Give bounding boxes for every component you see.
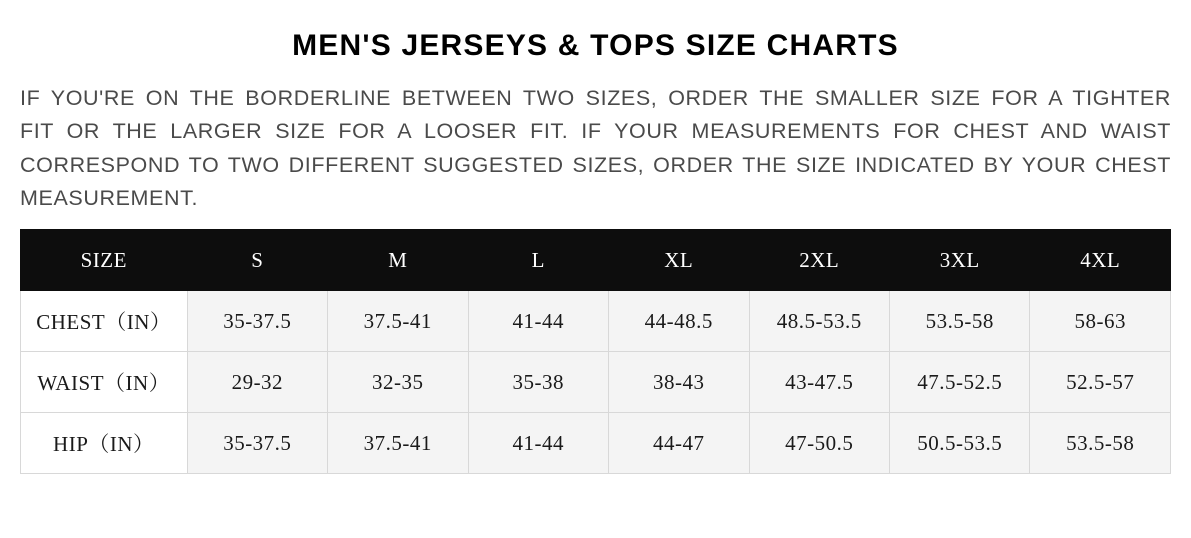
column-header-size: SIZE bbox=[21, 230, 188, 291]
size-chart-page bbox=[0, 28, 1191, 538]
column-header-3xl: 3XL bbox=[890, 230, 1030, 291]
cell-waist-3xl: 47.5-52.5 bbox=[890, 352, 1030, 413]
column-header-xl: XL bbox=[609, 230, 749, 291]
cell-hip-s: 35-37.5 bbox=[187, 413, 327, 474]
cell-hip-xl: 44-47 bbox=[609, 413, 749, 474]
table-row bbox=[21, 291, 1171, 352]
cell-chest-xl: 44-48.5 bbox=[609, 291, 749, 352]
cell-chest-4xl: 58-63 bbox=[1030, 291, 1171, 352]
column-header-s: S bbox=[187, 230, 327, 291]
column-header-l: L bbox=[468, 230, 608, 291]
cell-hip-4xl: 53.5-58 bbox=[1030, 413, 1171, 474]
cell-hip-l: 41-44 bbox=[468, 413, 608, 474]
cell-waist-xl: 38-43 bbox=[609, 352, 749, 413]
cell-waist-2xl: 43-47.5 bbox=[749, 352, 889, 413]
row-label-hip: HIP（IN） bbox=[21, 413, 188, 474]
size-chart-table bbox=[20, 229, 1171, 474]
row-label-waist: WAIST（IN） bbox=[21, 352, 188, 413]
cell-chest-3xl: 53.5-58 bbox=[890, 291, 1030, 352]
cell-chest-l: 41-44 bbox=[468, 291, 608, 352]
cell-hip-3xl: 50.5-53.5 bbox=[890, 413, 1030, 474]
cell-waist-s: 29-32 bbox=[187, 352, 327, 413]
table-row bbox=[21, 352, 1171, 413]
cell-waist-l: 35-38 bbox=[468, 352, 608, 413]
cell-hip-m: 37.5-41 bbox=[328, 413, 468, 474]
cell-waist-4xl: 52.5-57 bbox=[1030, 352, 1171, 413]
cell-waist-m: 32-35 bbox=[328, 352, 468, 413]
cell-chest-2xl: 48.5-53.5 bbox=[749, 291, 889, 352]
column-header-4xl: 4XL bbox=[1030, 230, 1171, 291]
column-header-m: M bbox=[328, 230, 468, 291]
table-header-row bbox=[21, 230, 1171, 291]
cell-chest-s: 35-37.5 bbox=[187, 291, 327, 352]
row-label-chest: CHEST（IN） bbox=[21, 291, 188, 352]
cell-hip-2xl: 47-50.5 bbox=[749, 413, 889, 474]
table-row bbox=[21, 413, 1171, 474]
intro-paragraph: IF YOU'RE ON THE BORDERLINE BETWEEN TWO SIZES, ORDER THE SMALLER SIZE FOR A TIGHTER FIT OR THE LARGER SIZE FOR A LOOSER FIT. IF YOUR MEASUREMENTS FOR CHEST AND WAIST CORRESPOND TO TWO DIFFERENT SUGGESTED SIZES, ORDER THE SIZE INDICATED BY YOUR CHEST MEASUREMENT. bbox=[20, 86, 1171, 210]
cell-chest-m: 37.5-41 bbox=[328, 291, 468, 352]
page-title: MEN'S JERSEYS & TOPS SIZE CHARTS bbox=[292, 29, 899, 62]
column-header-2xl: 2XL bbox=[749, 230, 889, 291]
